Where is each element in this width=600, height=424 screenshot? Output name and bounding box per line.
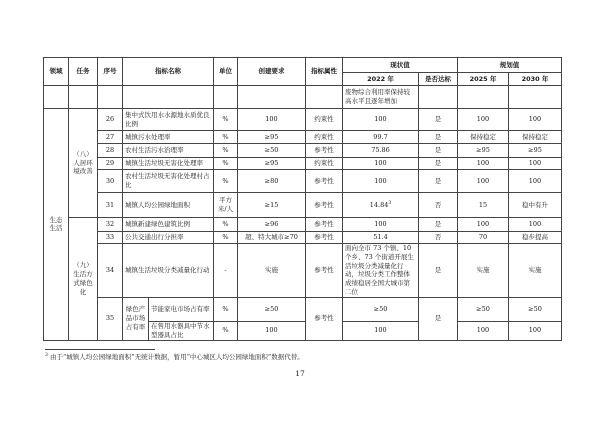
cell-unit: %: [214, 232, 238, 244]
cell-requirement: ≥50: [238, 297, 306, 321]
cell-no: 26: [98, 109, 123, 131]
cell-no: 34: [98, 244, 123, 298]
cell-indicator: 农村生活垃圾无害化处理村占比: [123, 170, 214, 193]
cell-met: 是: [419, 244, 458, 298]
table-row: [44, 131, 562, 144]
cell-empty: [98, 86, 123, 109]
page-number: 17: [295, 369, 305, 378]
cell-2022: 100: [343, 321, 419, 340]
cell-no: 29: [98, 158, 123, 170]
cell-requirement: ≥50: [238, 144, 306, 158]
header-2030: 2030 年: [509, 73, 562, 86]
cell-task-8: （八）人居环境改善: [69, 109, 98, 218]
cell-indicator: 城镇污水处理率: [123, 131, 214, 144]
table-row: [44, 218, 562, 232]
cell-attribute: 约束性: [306, 131, 343, 144]
cell-indicator: 公共交通出行分担率: [123, 232, 214, 244]
cell-unit: %: [214, 321, 238, 340]
cell-task-9: （九）生活方式绿色化: [69, 218, 98, 341]
cell-requirement: 100: [238, 109, 306, 131]
cell-2025: 100: [458, 158, 509, 170]
domain-label: 生态生活: [49, 215, 63, 233]
header-task: 任务: [69, 58, 98, 86]
cell-2030: ≥50: [509, 297, 562, 321]
footnote-marker: 3: [45, 352, 48, 358]
table-row-continuation: [44, 86, 562, 109]
cell-unit: %: [214, 158, 238, 170]
cell-no: 35: [98, 297, 123, 340]
cell-2025: 保持稳定: [458, 131, 509, 144]
table-row: [44, 170, 562, 193]
table-row: [44, 193, 562, 218]
cell-met: 是: [419, 158, 458, 170]
indicator-table: [43, 57, 562, 341]
cell-met: 否: [419, 193, 458, 218]
cell-unit: 平方米/人: [214, 193, 238, 218]
cell-unit: %: [214, 131, 238, 144]
cell-empty: [69, 86, 98, 109]
cell-2025: ≥50: [458, 297, 509, 321]
cell-attribute: 参考性: [306, 144, 343, 158]
footnote-text: 由于“城镇人均公园绿地面积”无统计数据，暂用“中心城区人均公园绿地面积”数据代替。: [49, 353, 304, 361]
cell-2030: 100: [509, 170, 562, 193]
value-2022: 14.84: [369, 200, 389, 209]
cell-attribute: 参考性: [306, 193, 343, 218]
table-row: [44, 109, 562, 131]
header-2025: 2025 年: [458, 73, 509, 86]
cell-2025: 实施: [458, 244, 509, 298]
cell-empty: [458, 86, 509, 109]
cell-no: 33: [98, 232, 123, 244]
cell-attribute: 参考性: [306, 218, 343, 232]
cell-indicator: 集中式饮用水水源地水质优良比例: [123, 109, 214, 131]
cell-2022: 99.7: [343, 131, 419, 144]
cell-requirement: 超、特大城市≥70: [238, 232, 306, 244]
cell-empty: [419, 86, 458, 109]
cell-indicator: 在售用水器具中节水型器具占比: [149, 321, 214, 340]
header-current-value: 现状值: [343, 58, 458, 73]
cell-met: 是: [419, 170, 458, 193]
cell-2022: 100: [343, 170, 419, 193]
cell-indicator: 农村生活污水治理率: [123, 144, 214, 158]
cell-attribute: 参考性: [306, 232, 343, 244]
table-row: [44, 144, 562, 158]
cell-unit: %: [214, 170, 238, 193]
header-indicator: 指标名称: [123, 58, 214, 86]
cell-2030: ≥95: [509, 144, 562, 158]
cell-2030: 100: [509, 218, 562, 232]
cell-2030: 100: [509, 109, 562, 131]
cell-2030: 实施: [509, 244, 562, 298]
cell-met: 否: [419, 232, 458, 244]
cell-unit: %: [214, 218, 238, 232]
cell-2022: 100: [343, 158, 419, 170]
cell-no: 27: [98, 131, 123, 144]
cell-no: 32: [98, 218, 123, 232]
cell-met: 是: [419, 144, 458, 158]
cell-domain: [44, 109, 69, 341]
cell-empty: [123, 86, 214, 109]
header-planned-value: 规划值: [458, 58, 562, 73]
cell-indicator: 城镇生活垃圾无害化处理率: [123, 158, 214, 170]
cell-no: 31: [98, 193, 123, 218]
header-unit: 单位: [214, 58, 238, 86]
table-row: [44, 244, 562, 298]
cell-indicator: 城镇生活垃圾分类减量化行动: [123, 244, 214, 298]
table-row: [44, 232, 562, 244]
cell-empty: [214, 86, 238, 109]
cell-requirement: 100: [238, 321, 306, 340]
cell-requirement: ≥95: [238, 131, 306, 144]
cell-2022: 100: [343, 218, 419, 232]
header-2022: 2022 年: [343, 73, 419, 86]
cell-2022: 51.4: [343, 232, 419, 244]
header-attribute: 指标属性: [306, 58, 343, 86]
cell-empty: [509, 86, 562, 109]
cell-empty: [44, 86, 69, 109]
header-domain: 领域: [44, 58, 69, 86]
cell-2022: [343, 193, 419, 218]
cell-requirement: ≥80: [238, 170, 306, 193]
cell-requirement: ≥95: [238, 158, 306, 170]
cell-2022: 面向全市 73 个镇、10 个乡、73 个街道开展生活垃圾分类减量化行动，垃圾分类工作整体成绩稳居全国大城市第二位: [343, 244, 419, 298]
cell-2025: 100: [458, 109, 509, 131]
cell-indicator: 城镇人均公园绿地面积: [123, 193, 214, 218]
cell-attribute: 约束性: [306, 109, 343, 131]
cell-met: 是: [419, 109, 458, 131]
header-requirement: 创建要求: [238, 58, 306, 86]
cell-requirement: 实施: [238, 244, 306, 298]
table-row: [44, 297, 562, 321]
table-row: [44, 158, 562, 170]
cell-2025: 70: [458, 232, 509, 244]
cell-2022: ≥50: [343, 297, 419, 321]
cell-2030: 100: [509, 321, 562, 340]
cell-met: 是: [419, 131, 458, 144]
cell-2022: 100: [343, 109, 419, 131]
cell-attribute: 参考性: [306, 297, 343, 340]
cell-empty: [238, 86, 306, 109]
header-no: 序号: [98, 58, 123, 86]
cell-indicator: 节能家电市场占有率: [149, 297, 214, 321]
cell-indicator: 城镇新建绿色建筑比例: [123, 218, 214, 232]
cell-attribute: 参考性: [306, 170, 343, 193]
cell-empty: [306, 86, 343, 109]
cell-2030: 保持稳定: [509, 131, 562, 144]
cell-requirement: ≥96: [238, 218, 306, 232]
cell-attribute: 参考性: [306, 244, 343, 298]
cell-met: 是: [419, 218, 458, 232]
footnote: [45, 353, 555, 361]
cell-2030: 稳步提高: [509, 232, 562, 244]
cell-indicator-group: 绿色产品市场占有率: [123, 297, 149, 340]
cell-unit: %: [214, 144, 238, 158]
cell-no: 30: [98, 170, 123, 193]
cell-no: 28: [98, 144, 123, 158]
cell-attribute: 约束性: [306, 158, 343, 170]
header-met: 是否达标: [419, 73, 458, 86]
cell-2025: ≥95: [458, 144, 509, 158]
cell-2022: 75.86: [343, 144, 419, 158]
cell-2030: 稳中有升: [509, 193, 562, 218]
table-header-row-1: [44, 58, 562, 73]
cell-requirement: ≥15: [238, 193, 306, 218]
cell-met: 是: [419, 297, 458, 340]
cell-unit: %: [214, 109, 238, 131]
cell-2025: 100: [458, 218, 509, 232]
cell-2022: 废物综合利用率保持较高水平且逐年增加: [343, 86, 419, 109]
cell-2030: 100: [509, 158, 562, 170]
cell-2025: 100: [458, 170, 509, 193]
cell-unit: -: [214, 244, 238, 298]
cell-2025: 15: [458, 193, 509, 218]
cell-unit: %: [214, 297, 238, 321]
footnote-marker: 3: [388, 200, 392, 206]
cell-2025: 100: [458, 321, 509, 340]
footnote-divider: [45, 349, 155, 350]
